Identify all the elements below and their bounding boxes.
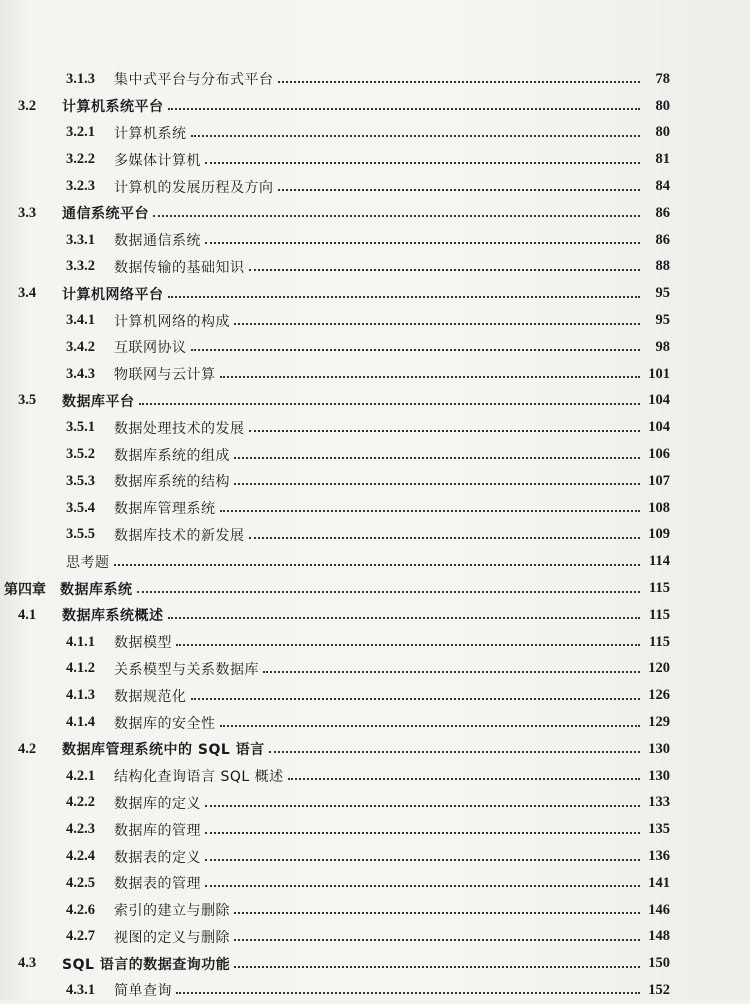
toc-entry-number: 3.3.2 — [66, 258, 95, 275]
toc-entry-number: 3.2.2 — [66, 151, 95, 168]
toc-entry-number: 4.2.6 — [66, 901, 95, 918]
dot-leader — [137, 591, 641, 593]
toc-entry-title: 物联网与云计算 — [114, 367, 216, 384]
toc-entry-title: 数据库系统的组成 — [114, 447, 230, 464]
toc-entry-title: 数据模型 — [114, 635, 172, 652]
toc-entry-number: 4.2.5 — [66, 874, 95, 891]
toc-entry-page-number: 141 — [648, 874, 670, 891]
dot-leader — [139, 403, 641, 405]
toc-entry — [0, 414, 670, 441]
dot-leader — [220, 510, 641, 512]
toc-entry-title: 数据库管理系统 — [114, 501, 216, 518]
dot-leader — [234, 323, 640, 325]
table-of-contents — [0, 66, 670, 1004]
toc-entry-number: 4.2.2 — [66, 794, 95, 811]
toc-entry — [0, 656, 670, 683]
toc-entry-page-number: 150 — [648, 955, 670, 972]
toc-entry-title: 互联网协议 — [114, 340, 187, 357]
toc-entry-number: 3.5.5 — [66, 526, 95, 543]
toc-entry-number: 第四章 — [4, 581, 46, 598]
toc-entry-title: 数据通信系统 — [114, 233, 201, 250]
toc-entry-number: 3.5.1 — [66, 419, 95, 436]
dot-leader — [269, 751, 640, 753]
dot-leader — [205, 859, 640, 861]
toc-entry-number: 3.2.3 — [66, 178, 95, 195]
toc-entry — [0, 227, 670, 254]
toc-entry-page-number: 88 — [655, 258, 670, 275]
toc-entry-title: 计算机网络的构成 — [114, 313, 230, 330]
toc-entry-title: 关系模型与关系数据库 — [114, 661, 259, 678]
toc-entry — [0, 575, 670, 602]
toc-entry-page-number: 115 — [649, 606, 670, 623]
toc-entry-title: 数据库系统的结构 — [114, 474, 230, 491]
dot-leader — [234, 457, 640, 459]
dot-leader — [249, 269, 641, 271]
toc-entry-page-number: 80 — [655, 124, 670, 141]
toc-entry-page-number: 133 — [648, 794, 670, 811]
toc-entry — [0, 146, 670, 173]
toc-entry-number: 4.2.3 — [66, 821, 95, 838]
toc-entry — [0, 629, 670, 656]
dot-leader — [288, 778, 640, 780]
toc-entry-page-number: 78 — [655, 70, 670, 87]
dot-leader — [278, 81, 641, 83]
dot-leader — [234, 483, 640, 485]
toc-entry-number: 4.3 — [18, 955, 37, 972]
toc-entry-number: 3.1.3 — [66, 70, 95, 87]
toc-entry — [0, 790, 670, 817]
dot-leader — [205, 832, 640, 834]
toc-entry-title: 数据规范化 — [114, 688, 187, 705]
toc-entry — [0, 93, 670, 120]
toc-entry-page-number: 152 — [648, 981, 670, 998]
toc-entry — [0, 924, 670, 951]
toc-entry-page-number: 136 — [648, 848, 670, 864]
toc-entry-page-number: 115 — [649, 580, 670, 597]
toc-entry-number: 3.3 — [18, 204, 37, 221]
toc-entry — [0, 334, 670, 361]
toc-entry — [0, 280, 670, 307]
dot-leader — [220, 725, 641, 727]
dot-leader — [263, 671, 640, 673]
toc-entry-number: 4.1.3 — [66, 687, 95, 704]
toc-entry-title: 数据传输的基础知识 — [114, 259, 245, 276]
toc-entry-title: 数据库的管理 — [114, 822, 201, 839]
toc-entry-title: 数据表的定义 — [114, 849, 201, 866]
toc-entry — [0, 441, 670, 468]
dot-leader — [249, 430, 641, 432]
toc-entry-page-number: 81 — [655, 151, 670, 168]
toc-entry-title: 视图的定义与删除 — [114, 929, 230, 946]
toc-entry — [0, 763, 670, 790]
toc-entry-title: 多媒体计算机 — [114, 152, 201, 169]
toc-entry-number: 3.4.2 — [66, 338, 95, 355]
toc-entry-title: 简单查询 — [114, 983, 172, 1000]
toc-entry-page-number: 146 — [648, 901, 670, 918]
toc-entry-page-number: 129 — [648, 714, 670, 731]
toc-entry-title: 计算机系统 — [114, 125, 187, 142]
dot-leader — [234, 912, 640, 914]
toc-entry-page-number: 148 — [648, 928, 670, 945]
dot-leader — [176, 644, 640, 646]
toc-entry — [0, 602, 670, 629]
dot-leader — [205, 805, 640, 807]
toc-entry-number: 3.2 — [18, 97, 37, 114]
toc-entry-number: 4.2.7 — [66, 928, 95, 945]
toc-entry-page-number: 104 — [648, 419, 670, 436]
toc-entry — [0, 522, 670, 549]
toc-entry-number: 3.3.1 — [66, 231, 95, 248]
toc-entry-number: 3.5.3 — [66, 472, 95, 489]
toc-entry-title: 计算机网络平台 — [62, 286, 164, 303]
toc-entry-page-number: 109 — [648, 526, 670, 543]
toc-entry — [0, 682, 670, 709]
toc-entry-number: 4.1.4 — [66, 714, 95, 731]
dot-leader — [205, 242, 640, 244]
toc-entry-number: 3.4.3 — [66, 365, 95, 382]
toc-entry-title: SQL 语言的数据查询功能 — [62, 956, 231, 973]
toc-entry — [0, 66, 670, 93]
dot-leader — [278, 189, 641, 191]
toc-entry-number: 3.4.1 — [66, 312, 95, 329]
toc-entry-title: 计算机的发展历程及方向 — [114, 179, 274, 196]
toc-entry-page-number: 135 — [648, 821, 670, 838]
toc-entry — [0, 120, 670, 147]
toc-entry-title: 数据库技术的新发展 — [114, 527, 245, 544]
toc-entry-title: 数据表的管理 — [114, 876, 201, 893]
toc-entry — [0, 816, 670, 843]
toc-entry-title: 思考题 — [66, 554, 110, 571]
toc-entry-title: 数据库平台 — [62, 393, 135, 410]
toc-entry-title: 集中式平台与分布式平台 — [114, 72, 274, 89]
toc-entry — [0, 870, 670, 897]
toc-entry-title: 数据库的定义 — [114, 795, 201, 812]
toc-entry-number: 4.1 — [18, 606, 37, 623]
dot-leader — [205, 162, 640, 164]
dot-leader — [234, 939, 640, 941]
toc-entry — [0, 495, 670, 522]
toc-entry-title: 数据库的安全性 — [114, 715, 216, 732]
toc-entry-title: 索引的建立与删除 — [114, 903, 230, 920]
toc-entry-title: 通信系统平台 — [62, 206, 149, 223]
dot-leader — [191, 135, 641, 137]
toc-entry-page-number: 98 — [655, 338, 670, 355]
toc-entry-page-number: 86 — [655, 231, 670, 248]
toc-entry-page-number: 104 — [648, 392, 670, 409]
toc-entry-title: 结构化查询语言 SQL 概述 — [114, 769, 284, 786]
toc-entry — [0, 173, 670, 200]
dot-leader — [168, 108, 641, 110]
toc-entry-number: 3.5 — [18, 392, 37, 409]
toc-entry — [0, 307, 670, 334]
dot-leader — [234, 966, 640, 968]
toc-entry — [0, 897, 670, 924]
toc-entry — [0, 468, 670, 495]
toc-entry — [0, 950, 670, 977]
toc-entry-number: 4.1.2 — [66, 660, 95, 677]
toc-entry-page-number: 106 — [648, 446, 670, 463]
toc-entry-number: 4.2.1 — [66, 767, 95, 784]
toc-entry — [0, 843, 670, 870]
dot-leader — [114, 564, 641, 566]
toc-entry-title: 数据库系统概述 — [62, 608, 164, 625]
toc-entry-page-number: 101 — [648, 365, 670, 382]
dot-leader — [249, 537, 641, 539]
toc-entry-page-number: 120 — [648, 660, 670, 677]
dot-leader — [168, 296, 641, 298]
dot-leader — [205, 885, 640, 887]
dot-leader — [220, 376, 641, 378]
toc-entry-page-number: 95 — [655, 312, 670, 329]
toc-entry-page-number: 84 — [655, 178, 670, 195]
toc-entry-number: 4.1.1 — [66, 633, 95, 650]
toc-entry-page-number: 107 — [648, 472, 670, 489]
toc-entry — [0, 254, 670, 281]
toc-entry-page-number: 130 — [648, 767, 670, 784]
toc-entry — [0, 709, 670, 736]
dot-leader — [153, 215, 640, 217]
toc-entry-number: 3.4 — [18, 285, 37, 302]
toc-entry-page-number: 126 — [648, 687, 670, 704]
toc-entry-page-number: 114 — [649, 553, 670, 570]
toc-entry — [0, 736, 670, 763]
toc-entry-page-number: 86 — [655, 204, 670, 221]
toc-entry-number: 4.2 — [18, 740, 37, 757]
toc-entry-page-number: 80 — [655, 97, 670, 114]
toc-entry-title: 计算机系统平台 — [62, 99, 164, 116]
toc-entry-page-number: 130 — [648, 740, 670, 757]
dot-leader — [191, 349, 641, 351]
toc-entry — [0, 200, 670, 227]
toc-entry-page-number: 95 — [655, 285, 670, 302]
dot-leader — [168, 617, 641, 619]
toc-entry-number: 4.3.1 — [66, 981, 95, 998]
dot-leader — [191, 698, 641, 700]
toc-entry — [0, 548, 670, 575]
toc-entry-title: 数据处理技术的发展 — [114, 420, 245, 437]
toc-entry-number: 4.2.4 — [66, 848, 95, 864]
dot-leader — [176, 992, 640, 994]
toc-entry-number: 3.5.2 — [66, 446, 95, 463]
toc-entry — [0, 388, 670, 415]
toc-entry-page-number: 108 — [648, 499, 670, 516]
toc-entry — [0, 361, 670, 388]
toc-entry-page-number: 115 — [649, 633, 670, 650]
toc-entry-title: 数据库系统 — [60, 581, 133, 598]
toc-entry-title: 数据库管理系统中的 SQL 语言 — [62, 742, 265, 759]
toc-entry-number: 3.5.4 — [66, 499, 95, 516]
toc-entry-number: 3.2.1 — [66, 124, 95, 141]
